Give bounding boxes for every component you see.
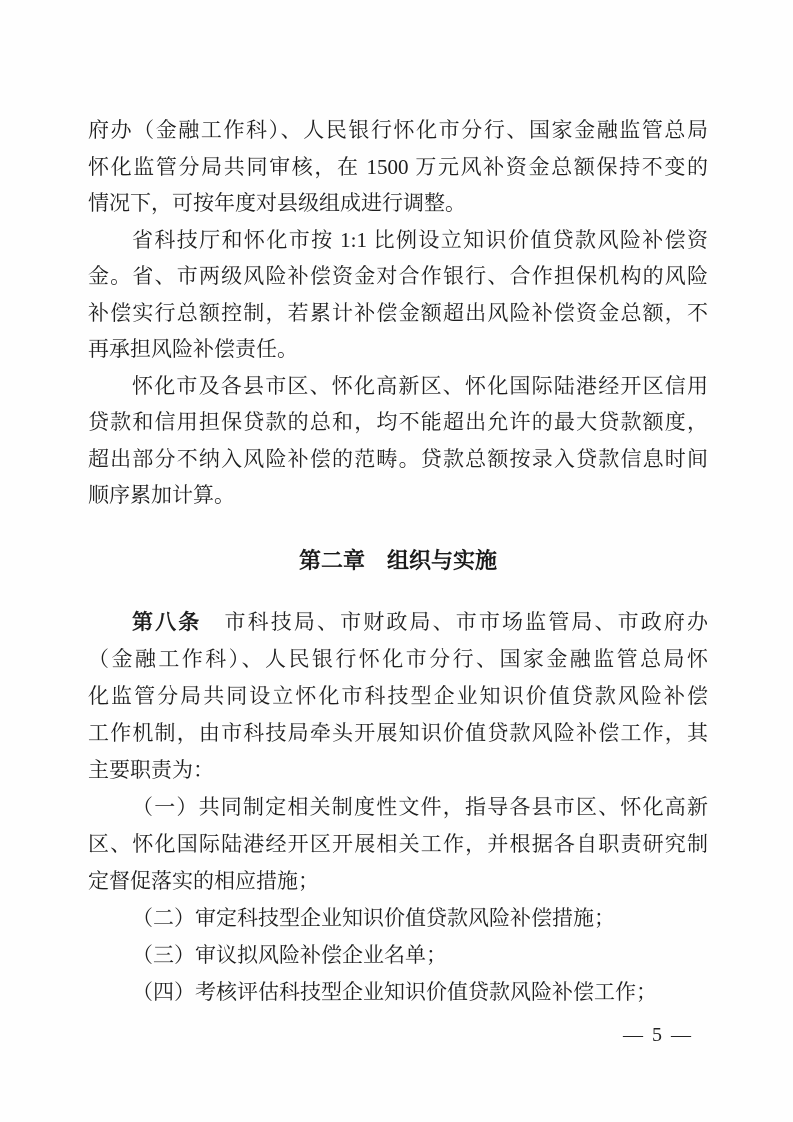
paragraph: [88, 937, 708, 974]
text-line: 怀化市及各县市区、怀化高新区、怀化国际陆港经开区信用: [132, 373, 708, 398]
paragraph: [88, 368, 708, 514]
text-line: 情况下，可按年度对县级组成进行调整。: [88, 191, 466, 215]
paragraph: [88, 222, 708, 368]
text-line: 金。省、市两级风险补偿资金对合作银行、合作担保机构的风险: [88, 264, 708, 288]
paragraph: [88, 900, 708, 937]
text-line: （二）审定科技型企业知识价值贷款风险补偿措施；: [132, 906, 615, 930]
text-line: （金融工作科）、人民银行怀化市分行、国家金融监管总局怀: [88, 647, 708, 671]
text-line: 再承担风险补偿责任。: [88, 337, 298, 361]
text-line: 补偿实行总额控制，若累计补偿金额超出风险补偿资金总额，不: [88, 300, 708, 325]
text-line: （四）考核评估科技型企业知识价值贷款风险补偿工作；: [132, 980, 657, 1004]
page-number: — 5 —: [623, 1024, 693, 1046]
text-line: （一）共同制定相关制度性文件，指导各县市区、怀化高新: [132, 795, 708, 819]
paragraph: [88, 112, 708, 222]
text-line: 主要职责为：: [88, 758, 214, 782]
text-line: （三）审议拟风险补偿企业名单；: [132, 943, 447, 967]
text-line: 省科技厅和怀化市按 1:1 比例设立知识价值贷款风险补偿资: [132, 227, 708, 252]
text-line: 怀化监管分局共同审核，在 1500 万元风补资金总额保持不变的: [88, 154, 708, 179]
document-body-upper: [88, 112, 708, 514]
paragraph: [88, 604, 708, 789]
text-line: 工作机制，由市科技局牵头开展知识价值贷款风险补偿工作，其: [88, 721, 708, 745]
text-line: 府办（金融工作科）、人民银行怀化市分行、国家金融监管总局: [88, 118, 708, 142]
text-line: 定督促落实的相应措施；: [88, 869, 319, 893]
text-line: 超出部分不纳入风险补偿的范畴。贷款总额按录入贷款信息时间: [88, 446, 708, 471]
paragraph: [88, 789, 708, 900]
document-body-lower: [88, 604, 708, 1011]
article-first-line-text: 市科技局、市财政局、市市场监管局、市政府办: [201, 610, 708, 634]
text-line: [88, 604, 708, 641]
text-line: 区、怀化国际陆港经开区开展相关工作，并根据各自职责研究制: [88, 832, 708, 856]
article-number: 第八条: [132, 611, 202, 634]
paragraph: [88, 974, 708, 1011]
chapter-heading: 第二章 组织与实施: [298, 548, 497, 573]
text-line: 化监管分局共同设立怀化市科技型企业知识价值贷款风险补偿: [88, 684, 708, 708]
text-line: 贷款和信用担保贷款的总和，均不能超出允许的最大贷款额度，: [88, 410, 708, 434]
text-line: 顺序累加计算。: [88, 483, 235, 507]
